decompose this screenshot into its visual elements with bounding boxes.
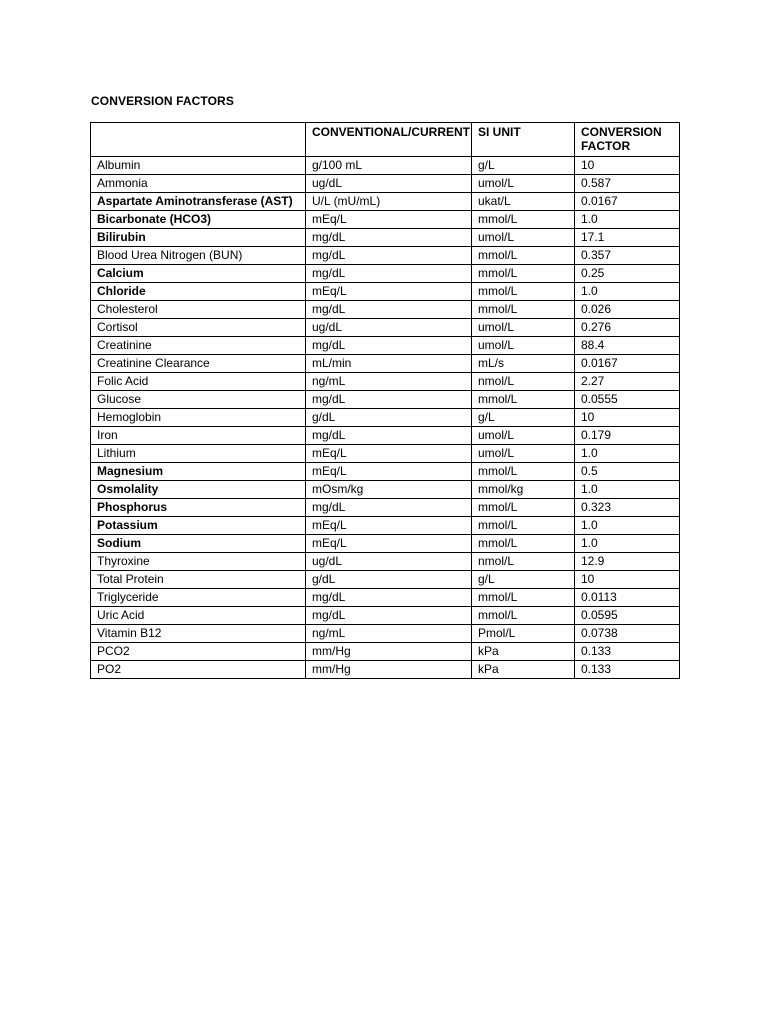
si-unit-cell: mmol/L [472,535,575,553]
conventional-unit-cell: mEq/L [306,283,472,301]
conventional-unit-cell: g/dL [306,409,472,427]
conversion-factor-cell: 0.323 [575,499,680,517]
table-row [91,499,680,517]
analyte-cell: PCO2 [91,643,306,661]
conventional-unit-cell: mEq/L [306,463,472,481]
table-row [91,553,680,571]
conventional-unit-cell: mEq/L [306,445,472,463]
header-cell-conversion-factor: CONVERSION FACTOR [575,123,680,157]
si-unit-cell: umol/L [472,445,575,463]
table-body [91,157,680,679]
conversion-factor-cell: 1.0 [575,535,680,553]
table-row [91,337,680,355]
conversion-factor-cell: 10 [575,409,680,427]
analyte-cell: Cortisol [91,319,306,337]
analyte-cell: Uric Acid [91,607,306,625]
analyte-cell: PO2 [91,661,306,679]
si-unit-cell: mmol/L [472,589,575,607]
analyte-cell: Bicarbonate (HCO3) [91,211,306,229]
analyte-cell: Glucose [91,391,306,409]
conversion-factor-cell: 17.1 [575,229,680,247]
analyte-cell: Bilirubin [91,229,306,247]
conventional-unit-cell: mg/dL [306,391,472,409]
conventional-unit-cell: mg/dL [306,589,472,607]
table-row [91,427,680,445]
si-unit-cell: mmol/L [472,301,575,319]
conversion-factor-cell: 0.0595 [575,607,680,625]
conversion-factor-cell: 1.0 [575,211,680,229]
header-cell-analyte [91,123,306,157]
si-unit-cell: g/L [472,157,575,175]
table-row [91,571,680,589]
si-unit-cell: mmol/L [472,517,575,535]
table-row [91,625,680,643]
conventional-unit-cell: g/dL [306,571,472,589]
table-row [91,373,680,391]
analyte-cell: Calcium [91,265,306,283]
table-row [91,661,680,679]
table-header-row [91,123,680,157]
si-unit-cell: g/L [472,571,575,589]
conventional-unit-cell: mOsm/kg [306,481,472,499]
analyte-cell: Sodium [91,535,306,553]
header-cell-si-unit: SI UNIT [472,123,575,157]
si-unit-cell: umol/L [472,427,575,445]
table-row [91,463,680,481]
si-unit-cell: kPa [472,661,575,679]
conversion-factor-cell: 1.0 [575,481,680,499]
conversion-factor-cell: 2.27 [575,373,680,391]
conventional-unit-cell: ug/dL [306,319,472,337]
conversion-factor-cell: 88.4 [575,337,680,355]
si-unit-cell: mmol/L [472,265,575,283]
si-unit-cell: mmol/L [472,391,575,409]
table-row [91,517,680,535]
conversion-factor-cell: 0.5 [575,463,680,481]
conventional-unit-cell: mm/Hg [306,643,472,661]
si-unit-cell: mmol/L [472,463,575,481]
si-unit-cell: mmol/kg [472,481,575,499]
analyte-cell: Albumin [91,157,306,175]
table-row [91,607,680,625]
si-unit-cell: kPa [472,643,575,661]
conversion-factor-cell: 0.026 [575,301,680,319]
si-unit-cell: nmol/L [472,373,575,391]
conventional-unit-cell: mg/dL [306,247,472,265]
analyte-cell: Potassium [91,517,306,535]
si-unit-cell: mmol/L [472,211,575,229]
conversion-factor-cell: 1.0 [575,517,680,535]
analyte-cell: Creatinine Clearance [91,355,306,373]
table-row [91,175,680,193]
conventional-unit-cell: mEq/L [306,517,472,535]
conversion-factor-cell: 0.276 [575,319,680,337]
table-row [91,247,680,265]
conversion-factor-cell: 0.179 [575,427,680,445]
conventional-unit-cell: mg/dL [306,337,472,355]
si-unit-cell: ukat/L [472,193,575,211]
analyte-cell: Thyroxine [91,553,306,571]
conversion-factor-cell: 1.0 [575,283,680,301]
conventional-unit-cell: mg/dL [306,607,472,625]
table-row [91,193,680,211]
conversion-factor-cell: 0.0167 [575,193,680,211]
conventional-unit-cell: g/100 mL [306,157,472,175]
analyte-cell: Folic Acid [91,373,306,391]
si-unit-cell: g/L [472,409,575,427]
table-row [91,229,680,247]
si-unit-cell: mmol/L [472,499,575,517]
conventional-unit-cell: mL/min [306,355,472,373]
table-row [91,157,680,175]
si-unit-cell: umol/L [472,229,575,247]
si-unit-cell: mmol/L [472,607,575,625]
analyte-cell: Magnesium [91,463,306,481]
si-unit-cell: umol/L [472,319,575,337]
analyte-cell: Creatinine [91,337,306,355]
conventional-unit-cell: ug/dL [306,553,472,571]
table-row [91,445,680,463]
analyte-cell: Vitamin B12 [91,625,306,643]
conventional-unit-cell: mm/Hg [306,661,472,679]
table-row [91,535,680,553]
conventional-unit-cell: mEq/L [306,211,472,229]
table-row [91,319,680,337]
analyte-cell: Triglyceride [91,589,306,607]
table-row [91,265,680,283]
conventional-unit-cell: mEq/L [306,535,472,553]
table-row [91,589,680,607]
conventional-unit-cell: mg/dL [306,427,472,445]
conventional-unit-cell: ng/mL [306,625,472,643]
si-unit-cell: mmol/L [472,283,575,301]
analyte-cell: Hemoglobin [91,409,306,427]
conventional-unit-cell: mg/dL [306,301,472,319]
conventional-unit-cell: mg/dL [306,229,472,247]
conversion-factor-cell: 10 [575,571,680,589]
table-row [91,301,680,319]
analyte-cell: Ammonia [91,175,306,193]
conversion-factor-cell: 0.357 [575,247,680,265]
conventional-unit-cell: ug/dL [306,175,472,193]
si-unit-cell: nmol/L [472,553,575,571]
analyte-cell: Blood Urea Nitrogen (BUN) [91,247,306,265]
table-row [91,409,680,427]
table-row [91,355,680,373]
si-unit-cell: umol/L [472,337,575,355]
table-row [91,643,680,661]
analyte-cell: Chloride [91,283,306,301]
document-title: CONVERSION FACTORS [91,94,234,108]
conversion-factors-table [90,122,680,679]
conventional-unit-cell: mg/dL [306,499,472,517]
conversion-factor-cell: 0.0555 [575,391,680,409]
si-unit-cell: mmol/L [472,247,575,265]
si-unit-cell: Pmol/L [472,625,575,643]
si-unit-cell: umol/L [472,175,575,193]
conversion-factor-cell: 1.0 [575,445,680,463]
conversion-factor-cell: 0.133 [575,643,680,661]
conversion-factor-cell: 12.9 [575,553,680,571]
analyte-cell: Iron [91,427,306,445]
table-row [91,283,680,301]
conversion-factor-cell: 0.0738 [575,625,680,643]
analyte-cell: Total Protein [91,571,306,589]
table-row [91,481,680,499]
analyte-cell: Osmolality [91,481,306,499]
conversion-factor-cell: 0.25 [575,265,680,283]
conventional-unit-cell: U/L (mU/mL) [306,193,472,211]
table-row [91,391,680,409]
analyte-cell: Lithium [91,445,306,463]
conversion-factor-cell: 0.0167 [575,355,680,373]
si-unit-cell: mL/s [472,355,575,373]
conventional-unit-cell: mg/dL [306,265,472,283]
conversion-factor-cell: 0.0113 [575,589,680,607]
conversion-factor-cell: 10 [575,157,680,175]
table-row [91,211,680,229]
conversion-factor-cell: 0.587 [575,175,680,193]
analyte-cell: Aspartate Aminotransferase (AST) [91,193,306,211]
conventional-unit-cell: ng/mL [306,373,472,391]
conversion-factor-cell: 0.133 [575,661,680,679]
header-cell-conventional: CONVENTIONAL/CURRENT [306,123,472,157]
analyte-cell: Phosphorus [91,499,306,517]
analyte-cell: Cholesterol [91,301,306,319]
